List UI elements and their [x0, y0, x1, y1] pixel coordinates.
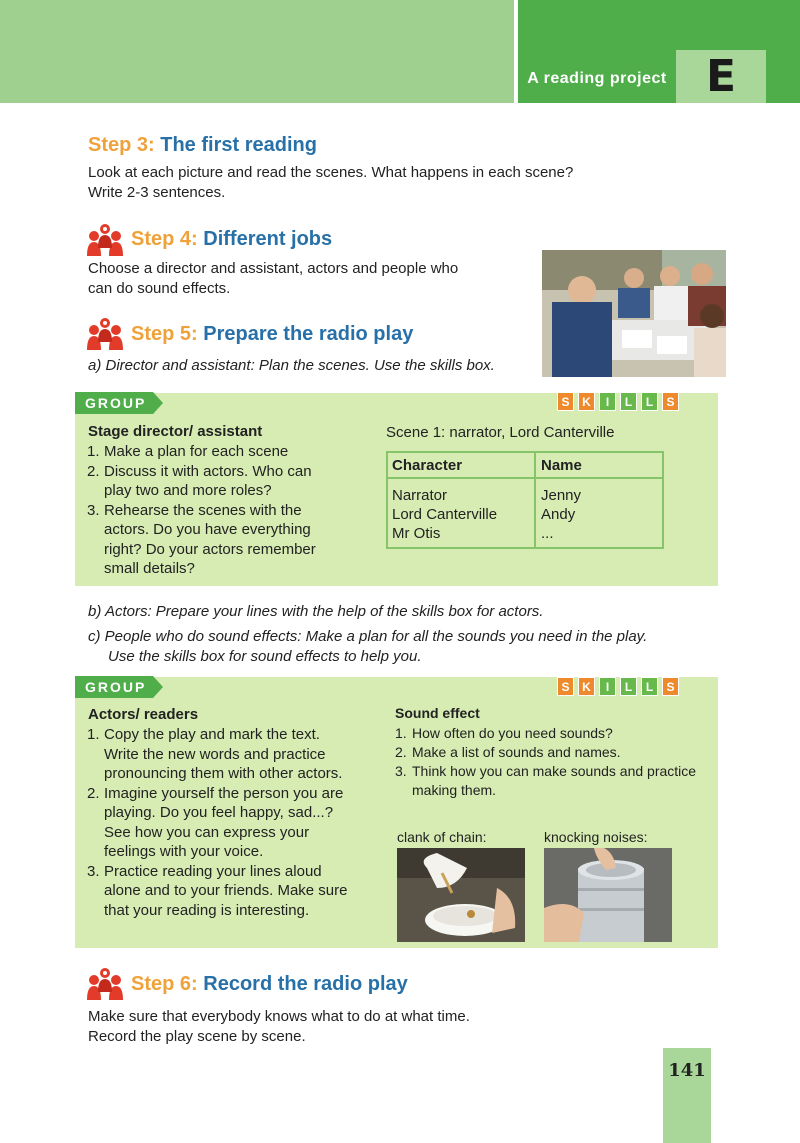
- list-line: making them.: [412, 782, 497, 798]
- step3-text-line2: Write 2-3 sentences.: [88, 184, 226, 201]
- group-tag: GROUP: [75, 676, 153, 698]
- section-letter: E: [705, 51, 737, 102]
- photo1-caption: clank of chain:: [397, 829, 487, 845]
- list-item: [87, 725, 387, 784]
- step3-text-line1: Look at each picture and read the scenes. What happens in each scene?: [88, 164, 574, 181]
- list-number: 3.: [87, 862, 100, 880]
- group-work-icon: [85, 222, 125, 256]
- list-number: 1.: [87, 443, 100, 460]
- list-item: [395, 724, 715, 743]
- group-work-icon: [85, 966, 125, 1000]
- step4-text-line1: Choose a director and assistant, actors and people who: [88, 260, 459, 277]
- list-line: Practice reading your lines aloud: [104, 862, 322, 880]
- director-list: [87, 442, 357, 579]
- table-divider: [534, 453, 536, 547]
- table-cell: Mr Otis: [392, 525, 441, 542]
- skills-letter: S: [557, 677, 574, 696]
- list-line: Rehearse the scenes with the: [104, 501, 302, 519]
- list-line: that your reading is interesting.: [104, 901, 310, 919]
- group-tag: GROUP: [75, 392, 153, 414]
- step3-text: [88, 163, 573, 203]
- photo2-caption: knocking noises:: [544, 829, 648, 845]
- skills-letter: S: [557, 392, 574, 411]
- list-line: Write the new words and practice: [104, 745, 326, 763]
- list-line: right? Do your actors remember: [104, 540, 316, 558]
- list-line: Imagine yourself the person you are: [104, 784, 344, 802]
- table-cell: ...: [541, 525, 554, 542]
- list-line: alone and to your friends. Make sure: [104, 882, 348, 899]
- list-item: [87, 442, 357, 462]
- skills-letter: K: [578, 677, 595, 696]
- list-item: [395, 743, 715, 762]
- sound-list: [395, 724, 715, 800]
- skills-letter: I: [599, 677, 616, 696]
- list-line: play two and more roles?: [104, 482, 272, 499]
- actors-heading: Actors/ readers: [88, 706, 199, 723]
- step3-title: [88, 134, 317, 157]
- step5-label: Step 5:: [131, 323, 198, 345]
- list-line: playing. Do you feel happy, sad...?: [104, 804, 334, 821]
- step6-text-line2: Record the play scene by scene.: [88, 1028, 306, 1045]
- table-cell: Jenny: [541, 487, 582, 504]
- list-item: [87, 862, 387, 921]
- list-line: pronouncing them with other actors.: [104, 765, 343, 782]
- skills-letter: K: [578, 392, 595, 411]
- step6-title: [131, 973, 408, 996]
- header-divider: [514, 0, 518, 103]
- step5-name: Prepare the radio play: [203, 323, 414, 345]
- list-line: actors. Do you have everything: [104, 521, 311, 538]
- step3-name: The first reading: [160, 134, 317, 156]
- task-c-line1: c) People who do sound effects: Make a plan for all the sounds you need in the play.: [88, 628, 648, 645]
- skills-letter: I: [599, 392, 616, 411]
- step5-task-b: b) Actors: Prepare your lines with the help of the skills box for actors.: [88, 603, 544, 620]
- list-line: Make a plan for each scene: [104, 443, 289, 460]
- list-number: 2.: [395, 744, 407, 760]
- skills-badge: [557, 677, 679, 696]
- skills-badge: [557, 392, 679, 411]
- project-label: A reading project: [527, 70, 667, 87]
- table-cell: Andy: [541, 506, 576, 523]
- group-work-icon: [85, 316, 125, 350]
- list-line: See how you can express your: [104, 823, 310, 841]
- list-line: feelings with your voice.: [104, 843, 264, 860]
- list-number: 3.: [87, 501, 100, 519]
- director-heading: Stage director/ assistant: [88, 423, 263, 440]
- step4-name: Different jobs: [203, 228, 333, 250]
- students-meeting-photo: [542, 250, 726, 377]
- list-item: [395, 762, 715, 800]
- table-header-name: Name: [541, 457, 582, 474]
- list-number: 1.: [87, 726, 100, 743]
- step6-text: [88, 1007, 470, 1047]
- step6-text-line1: Make sure that everybody knows what to do at what time.: [88, 1008, 470, 1025]
- step5-task-c: [88, 627, 647, 667]
- table-cell: Lord Canterville: [392, 506, 498, 523]
- list-item: [87, 462, 357, 501]
- step5-title: [131, 323, 413, 346]
- skills-letter: S: [662, 392, 679, 411]
- step6-name: Record the radio play: [203, 973, 408, 995]
- list-line: Make a list of sounds and names.: [412, 744, 621, 760]
- list-number: 3.: [395, 763, 407, 779]
- list-item: [87, 501, 357, 579]
- list-line: Discuss it with actors. Who can: [104, 462, 312, 480]
- skills-letter: L: [641, 677, 658, 696]
- step6-label: Step 6:: [131, 973, 198, 995]
- section-letter-box: [676, 50, 766, 103]
- character-table: [386, 451, 664, 549]
- step4-text: [88, 259, 458, 299]
- list-item: [87, 784, 387, 862]
- step4-label: Step 4:: [131, 228, 198, 250]
- list-number: 2.: [87, 784, 100, 802]
- list-line: small details?: [104, 560, 195, 577]
- list-line: Think how you can make sounds and practice: [412, 763, 697, 779]
- skills-letter: L: [641, 392, 658, 411]
- skills-letter: L: [620, 392, 637, 411]
- table-cell: Narrator: [392, 487, 448, 504]
- skills-letter: S: [662, 677, 679, 696]
- list-number: 1.: [395, 725, 407, 741]
- list-line: Copy the play and mark the text.: [104, 726, 320, 743]
- chain-cup-photo: [397, 848, 525, 942]
- step3-label: Step 3:: [88, 134, 155, 156]
- list-number: 2.: [87, 462, 100, 480]
- step4-title: [131, 228, 332, 251]
- scene-heading: Scene 1: narrator, Lord Canterville: [386, 424, 615, 441]
- task-c-line2: Use the skills box for sound effects to help you.: [108, 648, 422, 665]
- page-number: 141: [668, 1060, 706, 1081]
- sound-heading: Sound effect: [395, 705, 480, 721]
- table-header-character: Character: [392, 457, 463, 474]
- tin-can-photo: [544, 848, 672, 942]
- step5-task-a: a) Director and assistant: Plan the scenes. Use the skills box.: [88, 357, 495, 374]
- actors-list: [87, 725, 387, 920]
- list-line: How often do you need sounds?: [412, 725, 613, 741]
- step4-text-line2: can do sound effects.: [88, 280, 231, 297]
- skills-letter: L: [620, 677, 637, 696]
